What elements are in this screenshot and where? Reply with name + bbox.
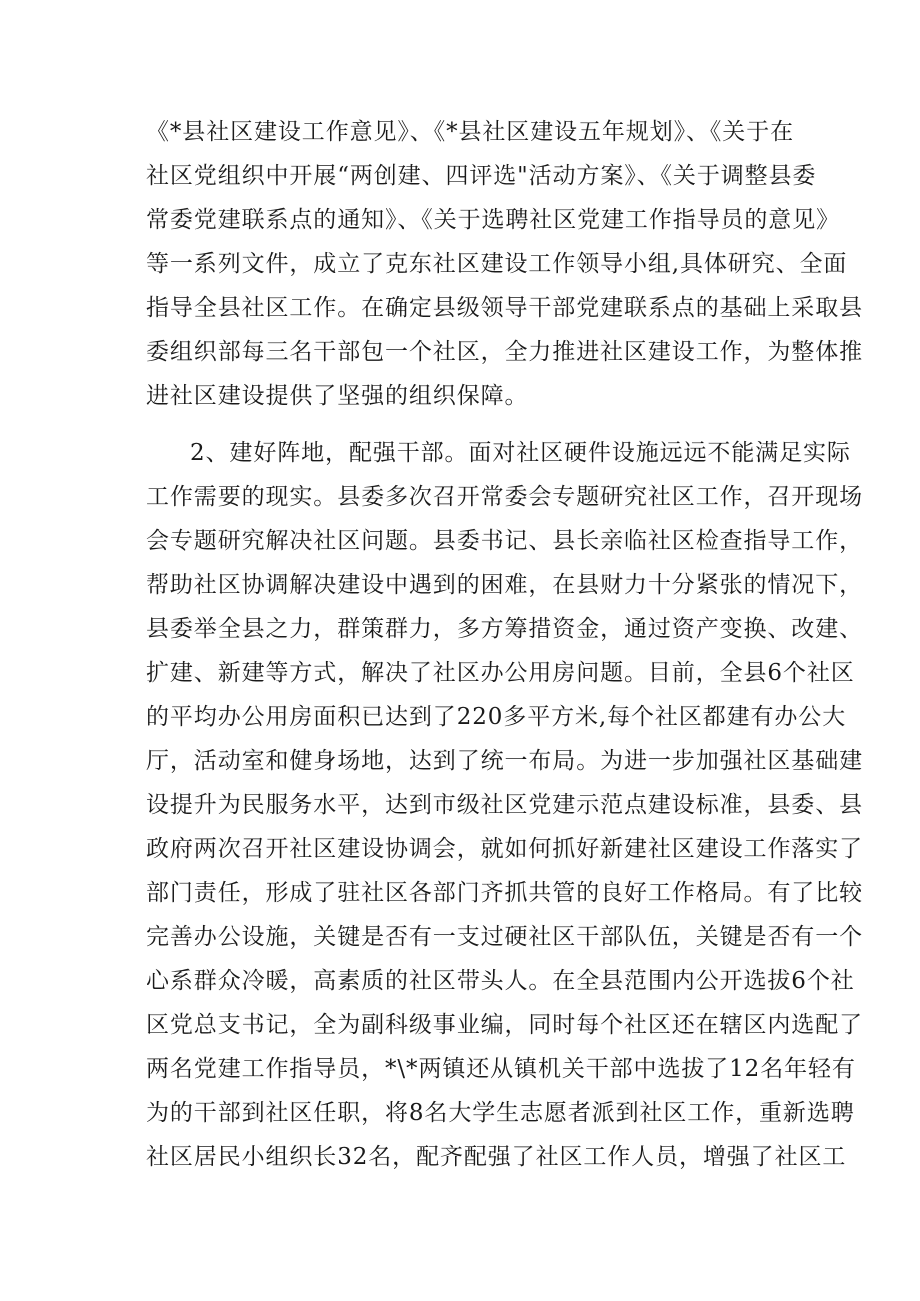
- text-line: 为的干部到社区任职，将8名大学生志愿者派到社区工作，重新选聘: [146, 1100, 855, 1126]
- text-line: 两名党建工作指导员，*\*两镇还从镇机关干部中选拔了12名年轻有: [146, 1056, 856, 1082]
- text-line: 会专题研究解决社区问题。县委书记、县长亲临社区检查指导工作，: [146, 528, 863, 554]
- text-line: 心系群众冷暖，高素质的社区带头人。在全县范围内公开选拔6个社: [146, 968, 855, 994]
- text-line: 政府两次召开社区建设协调会，就如何抓好新建社区建设工作落实了: [146, 836, 863, 862]
- text-line: 区党总支书记，全为副科级事业编，同时每个社区还在辖区内选配了: [146, 1012, 863, 1038]
- text-line: 厅，活动室和健身场地，达到了统一布局。为进一步加强社区基础建: [146, 748, 863, 774]
- text-line: 县委举全县之力，群策群力，多方筹措资金，通过资产变换、改建、: [146, 616, 863, 642]
- text-line: 完善办公设施，关键是否有一支过硬社区干部队伍，关键是否有一个: [146, 924, 863, 950]
- text-line: 工作需要的现实。县委多次召开常委会专题研究社区工作，召开现场: [146, 484, 863, 510]
- text-line: 指导全县社区工作。在确定县级领导干部党建联系点的基础上采取县: [146, 295, 863, 321]
- text-line: 社区党组织中开展“两创建、四评选"活动方案》、《关于调整县委: [146, 163, 817, 189]
- text-line: 《*县社区建设工作意见》、《*县社区建设五年规划》、《关于在: [146, 119, 794, 145]
- text-line: 委组织部每三名干部包一个社区，全力推进社区建设工作，为整体推: [146, 339, 863, 365]
- text-line: 扩建、新建等方式，解决了社区办公用房问题。目前，全县6个社区: [146, 660, 855, 686]
- text-line: 帮助社区协调解决建设中遇到的困难，在县财力十分紧张的情况下，: [146, 572, 863, 598]
- paragraph-end-line: 进社区建设提供了坚强的组织保障。: [146, 383, 529, 409]
- text-line: 社区居民小组织长32名，配齐配强了社区工作人员，增强了社区工: [146, 1144, 847, 1170]
- text-line: 部门责任，形成了驻社区各部门齐抓共管的良好工作格局。有了比较: [146, 880, 863, 906]
- text-line: 的平均办公用房面积已达到了220多平方米,每个社区都建有办公大: [146, 704, 847, 730]
- paragraph-start-line: 2、建好阵地，配强干部。面对社区硬件设施远远不能满足实际: [190, 440, 851, 466]
- text-line: 常委党建联系点的通知》、《关于选聘社区党建工作指导员的意见》: [146, 207, 840, 233]
- text-line: 等一系列文件，成立了克东社区建设工作领导小组,具体研究、全面: [146, 251, 848, 277]
- text-line: 设提升为民服务水平，达到市级社区党建示范点建设标准，县委、县: [146, 792, 863, 818]
